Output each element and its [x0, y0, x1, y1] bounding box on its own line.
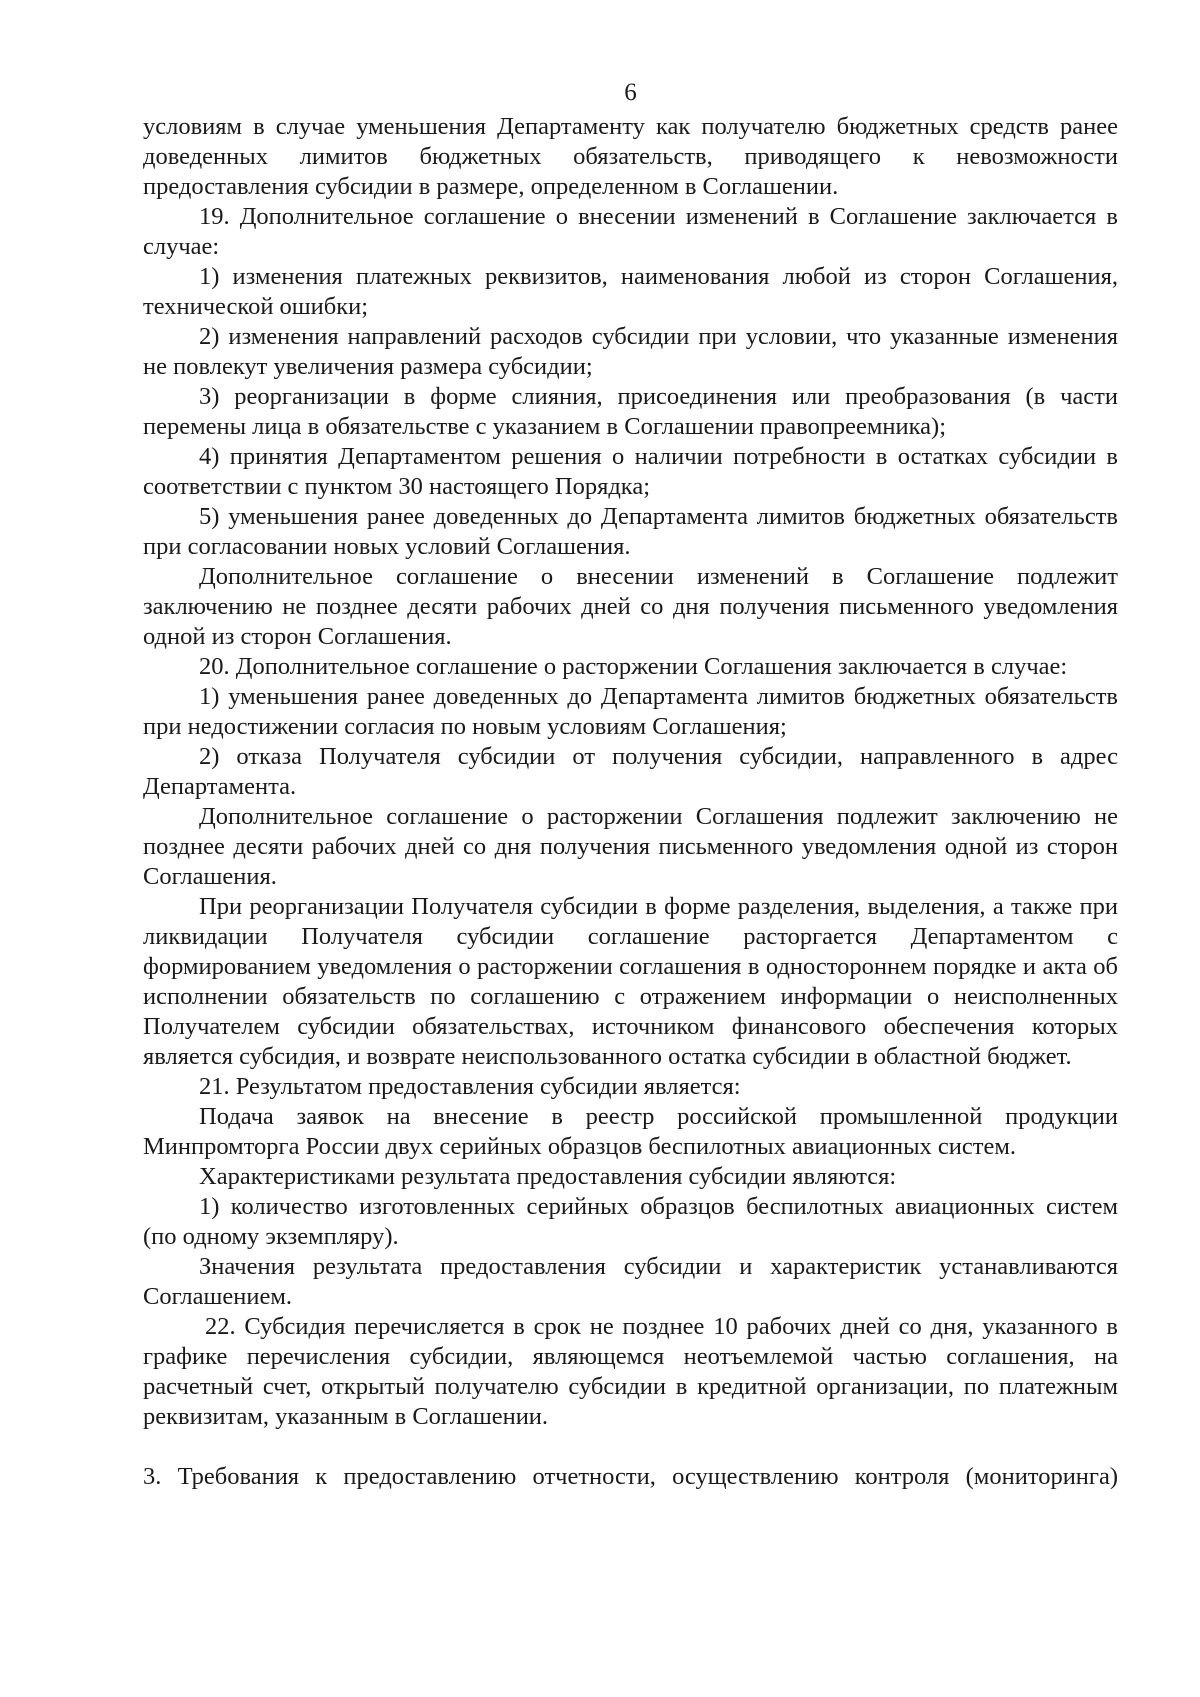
paragraph-item-22: 22. Субсидия перечисляется в срок не позднее 10 рабочих дней со дня, указанного в графике перечисления субсидии, являющемся неотъемлемой частью соглашения, на расчетный счет, открытый получателю субсидии в кредитной организации, по платежным реквизитам, указанным в Соглашении.	[143, 1313, 1118, 1430]
page-number: 6	[624, 79, 637, 106]
paragraph-item-21: 21. Результатом предоставления субсидии является:	[199, 1073, 741, 1100]
paragraph-21-values: Значения результата предоставления субсидии и характеристик устанавливаются Соглашением.	[143, 1253, 1118, 1310]
paragraph-21-sub-1: 1) количество изготовленных серийных образцов беспилотных авиационных систем (по одному экземпляру).	[143, 1193, 1118, 1250]
paragraph-20-deadline: Дополнительное соглашение о расторжении Соглашения подлежит заключению не позднее десяти рабочих дней со дня получения письменного уведомления одной из сторон Соглашения.	[143, 803, 1118, 890]
paragraph-20-sub-1: 1) уменьшения ранее доведенных до Департамента лимитов бюджетных обязательств при недостижении согласия по новым условиям Соглашения;	[143, 683, 1118, 740]
paragraph-20-reorganization: При реорганизации Получателя субсидии в форме разделения, выделения, а также при ликвидации Получателя субсидии соглашение расторгается Департаментом с формированием уведомления о расторжении соглашения в одностороннем порядке и акта об исполнении обязательств по соглашению с отражением информации о неисполненных Получателем субсидии обязательствах, источником финансового обеспечения которых является субсидия, и возврате неиспользованного остатка субсидии в областной бюджет.	[143, 893, 1118, 1070]
document-page	[143, 78, 1118, 1492]
paragraph-19-sub-1: 1) изменения платежных реквизитов, наименования любой из сторон Соглашения, технической ошибки;	[143, 263, 1118, 320]
paragraph-19-sub-5: 5) уменьшения ранее доведенных до Департамента лимитов бюджетных обязательств при согласовании новых условий Соглашения.	[143, 503, 1118, 560]
paragraph-19-deadline: Дополнительное соглашение о внесении изменений в Соглашение подлежит заключению не позднее десяти рабочих дней со дня получения письменного уведомления одной из сторон Соглашения.	[143, 563, 1118, 650]
paragraph-item-20: 20. Дополнительное соглашение о расторжении Соглашения заключается в случае:	[199, 653, 1068, 680]
paragraph-19-sub-4: 4) принятия Департаментом решения о наличии потребности в остатках субсидии в соответствии с пунктом 30 настоящего Порядка;	[143, 443, 1118, 500]
paragraph-continuation: условиям в случае уменьшения Департаменту как получателю бюджетных средств ранее доведенных лимитов бюджетных обязательств, приводящего к невозможности предоставления субсидии в размере, определенном в Соглашении.	[143, 113, 1118, 200]
paragraph-19-sub-3: 3) реорганизации в форме слияния, присоединения или преобразования (в части перемены лица в обязательстве с указанием в Соглашении правопреемника);	[143, 383, 1118, 440]
paragraph-21-characteristics: Характеристиками результата предоставления субсидии являются:	[199, 1163, 897, 1190]
paragraph-item-19: 19. Дополнительное соглашение о внесении изменений в Соглашение заключается в случае:	[143, 203, 1118, 260]
document-body	[143, 112, 1118, 1432]
paragraph-19-sub-2: 2) изменения направлений расходов субсидии при условии, что указанные изменения не повлекут увеличения размера субсидии;	[143, 323, 1118, 380]
section-heading: 3. Требования к предоставлению отчетности, осуществлению контроля (мониторинга)	[143, 1463, 1118, 1490]
paragraph-20-sub-2: 2) отказа Получателя субсидии от получения субсидии, направленного в адрес Департамента.	[143, 743, 1118, 800]
paragraph-21-result: Подача заявок на внесение в реестр российской промышленной продукции Минпромторга России двух серийных образцов беспилотных авиационных систем.	[143, 1103, 1118, 1160]
